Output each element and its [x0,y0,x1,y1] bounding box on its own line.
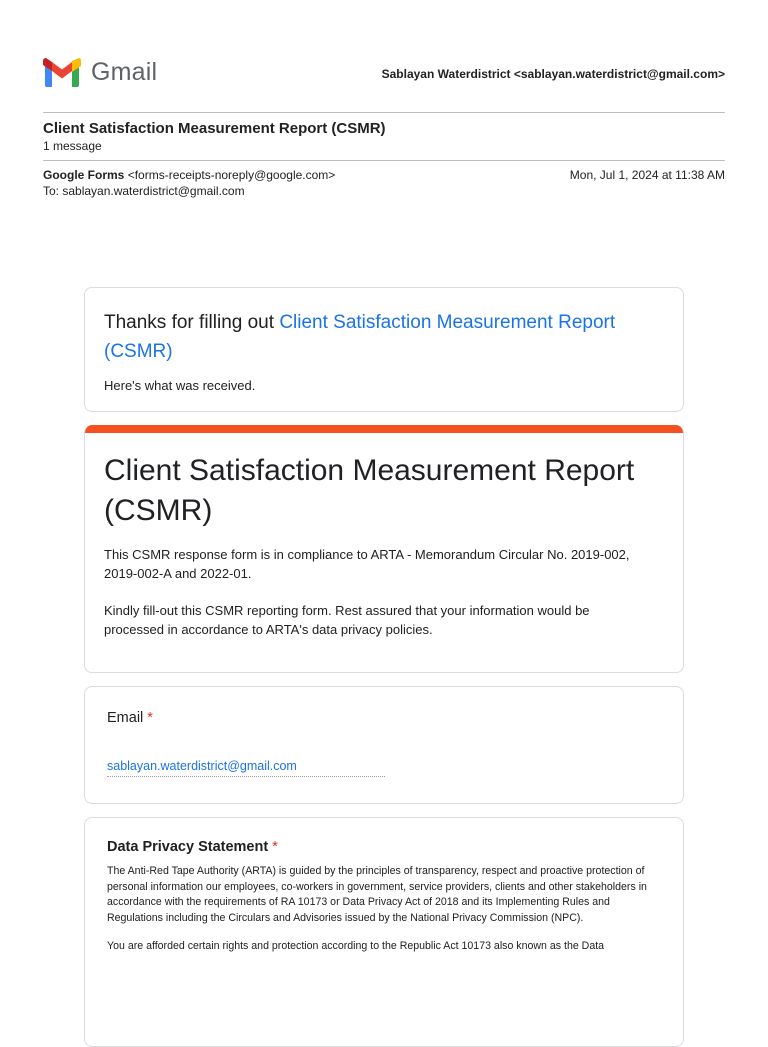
privacy-paragraph-1: The Anti-Red Tape Authority (ARTA) is guided by the principles of transparency, respect and proactive protection of personal information our employees, co-workers in government, service providers, clients and other stakeholders in accordance with the requirements of RA 10173 or Data Privacy Act of 2018 and its Implementing Rules and Regulations including the Circulars and Advisories issued by the National Privacy Commission (NPC). [107,865,647,924]
thanks-prefix: Thanks for filling out [104,312,280,333]
privacy-paragraph-2: You are afforded certain rights and protection according to the Republic Act 10173 also known as the Data [107,940,605,953]
thanks-card [84,287,684,412]
required-asterisk: * [272,839,278,855]
privacy-statement-text [107,864,661,955]
gmail-wordmark: Gmail [91,58,158,86]
form-description-2: Kindly fill-out this CSMR reporting form. Rest assured that your information would be processed in accordance to ARTA's data privacy policies. [104,603,590,637]
form-header-card [84,425,684,673]
gmail-m-icon [43,58,81,87]
email-date: Mon, Jul 1, 2024 at 11:38 AM [569,168,725,182]
thanks-subtitle: Here's what was received. [104,378,256,393]
account-email: Sablayan Waterdistrict <sablayan.waterdistrict@gmail.com> [381,67,725,81]
privacy-question-label [107,839,661,855]
subject-divider [43,160,725,161]
recipient-line: To: sablayan.waterdistrict@gmail.com [43,184,245,198]
header-divider [43,112,725,113]
gmail-logo [43,58,157,87]
privacy-question-card [84,817,684,1047]
email-question-label [107,710,153,726]
email-subject: Client Satisfaction Measurement Report (CSMR) [43,120,386,137]
form-description-1: This CSMR response form is in compliance to ARTA - Memorandum Circular No. 2019-002, 2019-002-A and 2022-01. [104,547,630,581]
form-title: Client Satisfaction Measurement Report (CSMR) [104,454,635,527]
sender-name: Google Forms [43,168,125,182]
thanks-title [104,308,664,366]
form-link[interactable]: Client Satisfaction Measurement Report (CSMR) [104,312,616,362]
form-accent-bar [84,425,684,433]
email-label-text: Email [107,710,144,726]
gmail-header [43,56,725,96]
email-answer[interactable]: sablayan.waterdistrict@gmail.com [107,759,297,773]
sender-line [43,168,335,182]
message-count: 1 message [43,139,102,153]
required-asterisk: * [147,710,153,726]
privacy-label-text: Data Privacy Statement [107,839,269,855]
form-description [104,545,653,639]
sender-address: <forms-receipts-noreply@google.com> [127,168,336,182]
email-answer-underline [107,776,385,777]
email-question-card [84,686,684,804]
